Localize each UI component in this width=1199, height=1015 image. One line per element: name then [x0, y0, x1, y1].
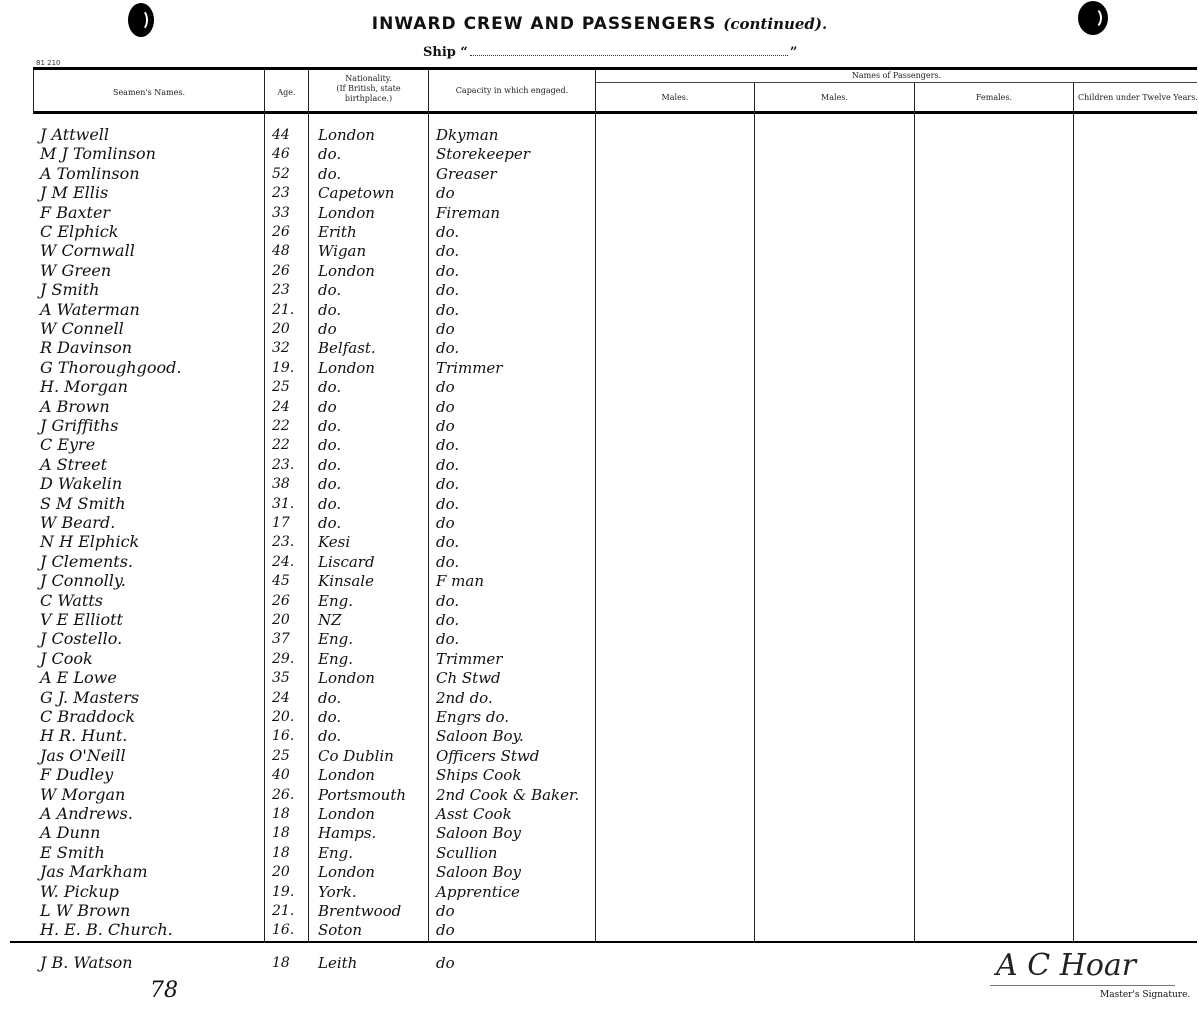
crew-name: W Green	[40, 260, 112, 280]
crew-name: G Thoroughgood.	[40, 357, 182, 377]
crew-capacity: Trimmer	[436, 649, 503, 668]
crew-capacity: do.	[436, 223, 460, 241]
crew-nationality: Eng.	[318, 630, 353, 649]
crew-nationality: do.	[318, 455, 342, 474]
crew-age: 20	[272, 864, 290, 881]
crew-capacity: do	[436, 514, 455, 532]
form-title	[0, 14, 1199, 34]
crew-nationality: do.	[318, 475, 342, 494]
header-passengers: Names of Passengers.	[851, 71, 942, 80]
crew-nationality: do	[318, 320, 337, 338]
crew-capacity: do.	[436, 611, 460, 629]
crew-capacity: do	[436, 902, 455, 920]
crew-age: 32	[272, 340, 290, 357]
crew-age: 20	[272, 321, 290, 337]
col-line-males2	[754, 83, 755, 943]
crew-nationality: London	[318, 766, 375, 785]
ship-field	[423, 44, 797, 60]
crew-name: E Smith	[40, 842, 105, 862]
crew-capacity: do	[436, 184, 455, 203]
crew-age: 18	[272, 955, 290, 971]
crew-name: Jas Markham	[40, 862, 148, 882]
crew-capacity: F man	[436, 572, 485, 591]
crew-capacity: Trimmer	[436, 358, 503, 377]
header-females: Females.	[975, 93, 1013, 102]
header-seamen-names: Seamen's Names.	[112, 88, 186, 97]
crew-nationality: NZ	[318, 611, 342, 629]
crew-capacity: Saloon Boy.	[436, 727, 524, 746]
crew-age: 24	[272, 398, 290, 415]
crew-name: J Griffiths	[40, 416, 119, 435]
crew-capacity: Scullion	[436, 843, 498, 862]
crew-name: A Street	[40, 454, 108, 474]
crew-capacity: Dkyman	[436, 126, 499, 144]
crew-name: A Dunn	[40, 823, 101, 843]
crew-name: W Connell	[40, 319, 124, 338]
crew-age: 37	[272, 631, 290, 648]
crew-capacity: do	[436, 378, 455, 397]
col-line-nationality	[308, 70, 309, 943]
crew-name: A Brown	[40, 396, 110, 416]
crew-name: C Braddock	[40, 707, 136, 726]
crew-capacity: do	[436, 417, 455, 435]
signature-label: Master's Signature.	[1100, 990, 1191, 1000]
crew-capacity: Officers Stwd	[436, 746, 540, 765]
crew-age: 45	[272, 573, 290, 590]
crew-nationality: do.	[318, 514, 342, 532]
crew-capacity: do.	[436, 436, 460, 455]
crew-nationality: Belfast.	[318, 339, 376, 358]
crew-capacity: Fireman	[436, 203, 501, 222]
header-nationality-line3: birthplace.)	[344, 94, 393, 103]
crew-capacity: do	[436, 397, 455, 416]
crew-capacity: do.	[436, 475, 460, 494]
crew-capacity: Saloon Boy	[436, 863, 522, 882]
crew-name: S M Smith	[40, 493, 126, 513]
crew-name: M J Tomlinson	[40, 144, 156, 164]
crew-name: C Elphick	[40, 222, 119, 241]
crew-age: 24.	[272, 553, 295, 570]
crew-nationality: Kesi	[318, 533, 351, 552]
crew-name: W Morgan	[40, 784, 126, 804]
crew-nationality: do.	[318, 494, 342, 513]
crew-name: H R. Hunt.	[40, 726, 128, 746]
crew-name: F Baxter	[40, 202, 111, 222]
crew-age: 26	[272, 262, 290, 279]
crew-name: W Beard.	[40, 513, 116, 532]
col-line-age	[264, 70, 265, 943]
crew-nationality: London	[318, 805, 375, 823]
crew-capacity: do.	[436, 630, 460, 649]
crew-age: 19.	[272, 883, 295, 900]
crew-nationality: do.	[318, 300, 342, 319]
crew-age: 31.	[272, 495, 295, 512]
crew-age: 17	[272, 515, 290, 531]
crew-name: J Smith	[40, 280, 100, 300]
crew-capacity: Saloon Boy	[436, 824, 522, 843]
header-males-2: Males.	[821, 93, 848, 102]
crew-name: F Dudley	[40, 765, 114, 785]
crew-nationality: Leith	[318, 954, 358, 972]
crew-nationality: Eng.	[318, 843, 353, 862]
crew-name: D Wakelin	[40, 474, 123, 494]
crew-nationality: do.	[318, 281, 342, 300]
crew-age: 46	[272, 146, 290, 163]
crew-capacity: do.	[436, 455, 460, 474]
master-signature: A C Hoar	[996, 948, 1137, 983]
crew-age: 18	[272, 844, 290, 861]
crew-age: 33	[272, 204, 290, 221]
crew-name: J Attwell	[40, 125, 110, 144]
crew-capacity: 2nd do.	[436, 688, 493, 707]
crew-age: 20.	[272, 709, 295, 725]
crew-name: W. Pickup	[40, 881, 119, 901]
crew-nationality: London	[318, 126, 375, 144]
header-males-1: Males.	[661, 93, 689, 102]
crew-name: H. E. B. Church.	[40, 920, 173, 940]
crew-age: 23.	[272, 534, 295, 551]
crew-capacity: do.	[436, 552, 460, 571]
crew-name: A Tomlinson	[40, 163, 140, 183]
crew-age: 38	[272, 476, 290, 493]
form-title-suffix: (continued).	[723, 15, 828, 33]
crew-nationality: London	[318, 203, 375, 222]
crew-age: 20	[272, 612, 290, 628]
crew-capacity: do	[436, 921, 455, 940]
crew-nationality: Hamps.	[318, 824, 377, 843]
crew-name: G J. Masters	[40, 687, 140, 707]
ship-close-quote: ”	[789, 45, 798, 60]
crew-capacity: Apprentice	[436, 882, 520, 901]
header-age: Age.	[277, 88, 296, 97]
crew-nationality: do.	[318, 378, 342, 397]
header-capacity: Capacity in which engaged.	[455, 86, 569, 95]
crew-age: 21.	[272, 903, 295, 919]
crew-age: 26.	[272, 786, 295, 803]
col-line-children	[1073, 83, 1074, 943]
signature-line	[990, 985, 1175, 986]
crew-nationality: Erith	[318, 223, 357, 241]
crew-nationality: do.	[318, 436, 342, 455]
header-nationality	[309, 74, 428, 104]
crew-age: 23.	[272, 456, 295, 473]
crew-nationality: do	[318, 397, 337, 416]
crew-name: J M Ellis	[40, 183, 109, 203]
crew-name: Jas O'Neill	[40, 745, 126, 765]
crew-nationality: York.	[318, 882, 357, 901]
crew-age: 26	[272, 592, 290, 609]
crew-name: J Costello.	[40, 629, 123, 649]
crew-nationality: Liscard	[318, 552, 375, 571]
crew-capacity: Asst Cook	[436, 805, 512, 823]
crew-name: V E Elliott	[40, 610, 123, 629]
crew-capacity: do.	[436, 300, 460, 319]
crew-age: 44	[272, 127, 290, 143]
col-line-capacity	[428, 70, 429, 943]
form-number: 81 210	[36, 59, 61, 67]
crew-name: J Cook	[40, 648, 93, 668]
crew-capacity: do.	[436, 339, 460, 358]
ship-label: Ship “	[423, 45, 468, 60]
crew-nationality: London	[318, 669, 375, 688]
crew-nationality: London	[318, 863, 375, 882]
crew-age: 29.	[272, 650, 295, 667]
crew-name: A Waterman	[40, 299, 140, 319]
crew-nationality: do.	[318, 164, 342, 183]
crew-age: 16.	[272, 728, 295, 745]
crew-nationality: Soton	[318, 921, 363, 940]
crew-capacity: do.	[436, 533, 460, 552]
crew-name: L W Brown	[40, 901, 131, 920]
header-nationality-line2: (If British, state	[336, 84, 401, 93]
crew-age: 16.	[272, 922, 295, 939]
crew-capacity: do.	[436, 261, 460, 280]
crew-name: W Cornwall	[40, 241, 135, 261]
top-rule	[33, 67, 1197, 70]
crew-nationality: Capetown	[318, 184, 395, 203]
crew-name: C Watts	[40, 590, 103, 610]
crew-name: R Davinson	[40, 338, 133, 358]
crew-capacity: do.	[436, 591, 460, 610]
crew-age: 40	[272, 767, 290, 784]
crew-nationality: do.	[318, 727, 342, 746]
crew-capacity: Engrs do.	[436, 708, 509, 726]
crew-capacity: Storekeeper	[436, 145, 530, 164]
crew-name: J B. Watson	[40, 953, 133, 972]
crew-age: 22	[272, 437, 290, 454]
crew-name: N H Elphick	[40, 532, 140, 552]
crew-age: 19.	[272, 359, 295, 376]
crew-capacity: Ships Cook	[436, 766, 522, 785]
crew-total: 78	[150, 978, 178, 1003]
crew-age: 23	[272, 282, 290, 299]
crew-nationality: Brentwood	[318, 902, 402, 920]
crew-nationality: Portsmouth	[318, 785, 407, 804]
crew-capacity: Ch Stwd	[436, 669, 501, 688]
crew-age: 48	[272, 243, 290, 260]
crew-age: 18	[272, 806, 290, 822]
crew-nationality: do.	[318, 417, 342, 435]
crew-name: A E Lowe	[40, 668, 117, 688]
crew-capacity: do.	[436, 242, 460, 261]
crew-age: 35	[272, 670, 290, 687]
crew-name: J Clements.	[40, 551, 133, 571]
passenger-subheader-rule	[595, 82, 1197, 83]
header-bottom-rule	[33, 111, 1197, 114]
crew-age: 22	[272, 418, 290, 434]
crew-capacity: do	[436, 954, 455, 972]
crew-age: 52	[272, 165, 290, 182]
crew-nationality: Kinsale	[318, 572, 374, 591]
crew-age: 18	[272, 825, 290, 842]
crew-nationality: Eng.	[318, 649, 353, 668]
crew-nationality: Eng.	[318, 591, 353, 610]
crew-nationality: London	[318, 261, 375, 280]
crew-nationality: Wigan	[318, 242, 367, 261]
ship-blank-line	[470, 44, 788, 56]
crew-capacity: Greaser	[436, 164, 497, 183]
crew-name: J Connolly.	[40, 571, 126, 591]
crew-capacity: do	[436, 320, 455, 338]
crew-nationality: do.	[318, 688, 342, 707]
crew-age: 25	[272, 379, 290, 396]
crew-name: C Eyre	[40, 435, 96, 455]
crew-capacity: 2nd Cook & Baker.	[436, 785, 580, 804]
table-bottom-rule	[10, 941, 1197, 943]
crew-nationality: London	[318, 358, 375, 377]
crew-name: A Andrews.	[40, 804, 133, 823]
form-title-text: INWARD CREW AND PASSENGERS	[371, 14, 717, 34]
crew-nationality: Co Dublin	[318, 746, 394, 765]
crew-capacity: do.	[436, 494, 460, 513]
header-nationality-line1: Nationality.	[345, 74, 392, 83]
col-line-passengers	[595, 70, 596, 943]
crew-age: 25	[272, 747, 290, 764]
crew-age: 26	[272, 224, 290, 240]
crew-age: 24	[272, 689, 290, 706]
crew-age: 23	[272, 185, 290, 202]
header-children: Children under Twelve Years.	[1078, 93, 1198, 102]
col-line-females	[914, 83, 915, 943]
crew-name: H. Morgan	[40, 377, 128, 397]
crew-nationality: do.	[318, 708, 342, 726]
crew-age: 21.	[272, 301, 295, 318]
crew-nationality: do.	[318, 145, 342, 164]
crew-capacity: do.	[436, 281, 460, 300]
